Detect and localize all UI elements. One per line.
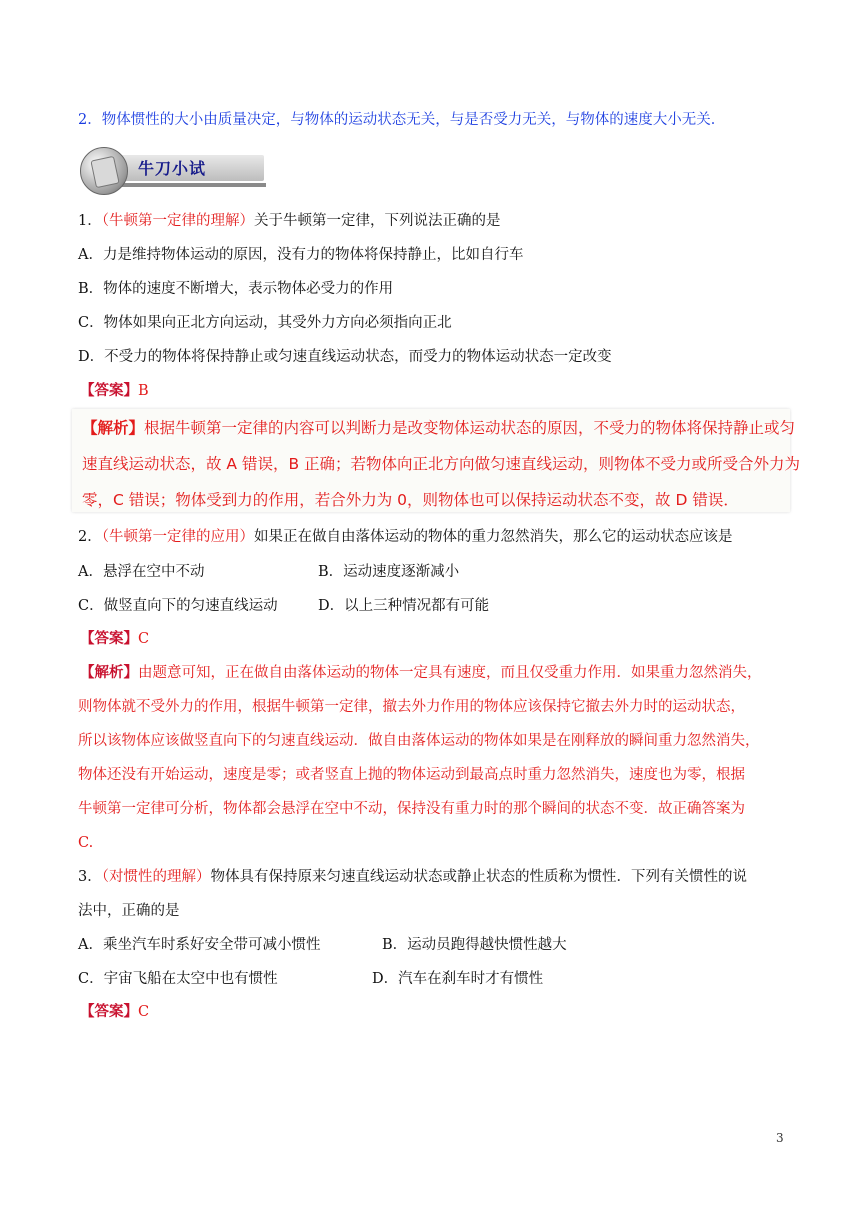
q3-option-c: C．宇宙飞船在太空中也有惯性 [78,971,278,987]
q1-analysis-line-2: 速直线运动状态，故 A 错误，B 正确；若物体向正北方向做匀速直线运动，则物体不受力或所受合外力为 [82,455,801,473]
q1-answer [80,381,149,401]
q3-answer-label: 【答案】 [80,1003,138,1020]
q1-analysis-tag: 【解析】 [82,419,145,437]
banner-title: 牛刀小试 [138,159,207,178]
q2-analysis-tag: 【解析】 [80,664,138,681]
q1-topic: （牛顿第一定律的理解） [101,213,254,229]
q3-stem-1: 物体具有保持原来匀速直线运动状态或静止状态的性质称为惯性．下列有关惯性的说 [210,869,747,885]
q1-analysis-line-3: 零，C 错误；物体受到力的作用，若合外力为 0，则物体也可以保持运动状态不变，故 D 错误． [82,491,739,509]
q2-analysis-line-6: C. [78,835,94,851]
page-number: 3 [776,1131,784,1145]
q2-analysis-line-4: 物体还没有开始运动，速度是零；或者竖直上抛的物体运动到最高点时重力忽然消失，速度也为零，根据 [78,767,745,783]
q1-analysis-line-1 [82,416,795,438]
q2-answer-label: 【答案】 [80,630,138,647]
q1-answer-value: B [138,383,149,399]
q1-answer-label: 【答案】 [80,382,138,399]
q1-number: 1． [78,213,102,229]
section-banner [80,147,266,195]
q2-analysis-text-1: 由题意可知，正在做自由落体运动的物体一定具有速度，而且仅受重力作用．如果重力忽然消失， [138,665,762,681]
q1-option-c: C．物体如果向正北方向运动，其受外力方向必须指向正北 [78,315,452,331]
q3-topic: （对惯性的理解） [101,869,211,885]
q1-option-d: D．不受力的物体将保持静止或匀速直线运动状态，而受力的物体运动状态一定改变 [78,349,612,365]
q2-topic: （牛顿第一定律的应用） [101,529,254,545]
q2-answer-value: C [138,631,150,647]
q2-analysis-line-2: 则物体就不受外力的作用，根据牛顿第一定律，撤去外力作用的物体应该保持它撤去外力时的运动状态， [78,699,745,715]
q2-option-b: B．运动速度逐渐减小 [318,564,460,580]
q3-number: 3． [78,869,102,885]
q3-option-a: A．乘坐汽车时系好安全带可减小惯性 [78,937,321,953]
q3-option-b: B．运动员跑得越快惯性越大 [382,937,567,953]
q2-answer [80,629,149,649]
q3-stem-line-2: 法中，正确的是 [78,903,180,919]
q3-option-d: D．汽车在刹车时才有惯性 [372,971,544,987]
q2-option-d: D．以上三种情况都有可能 [318,598,490,614]
q2-option-c: C．做竖直向下的匀速直线运动 [78,598,278,614]
q2-stem: 如果正在做自由落体运动的物体的重力忽然消失，那么它的运动状态应该是 [253,529,733,545]
q2-option-a: A．悬浮在空中不动 [78,564,205,580]
q2-analysis-line-3: 所以该物体应该做竖直向下的匀速直线运动．做自由落体运动的物体如果是在刚释放的瞬间重力忽然消失， [78,733,760,749]
q1-stem-line [78,211,500,231]
q1-analysis-text-1: 根据牛顿第一定律的内容可以判断力是改变物体运动状态的原因，不受力的物体将保持静止或匀 [144,419,796,437]
book-illustration-icon [80,147,128,195]
q2-analysis-line-5: 牛顿第一定律可分析，物体都会悬浮在空中不动，保持没有重力时的那个瞬间的状态不变．故正确答案为 [78,801,745,817]
q1-option-b: B．物体的速度不断增大，表示物体必受力的作用 [78,281,394,297]
q2-analysis-line-1 [80,663,762,683]
q3-stem-line-1 [78,867,747,887]
q1-option-a: A．力是维持物体运动的原因，没有力的物体将保持静止，比如自行车 [78,247,524,263]
q3-answer-value: C [138,1004,150,1020]
banner-underline [100,183,266,187]
q2-stem-line [78,527,732,547]
q2-number: 2． [78,529,102,545]
q1-stem: 关于牛顿第一定律，下列说法正确的是 [253,213,501,229]
q3-answer [80,1002,149,1022]
book-shape [90,156,119,188]
intro-point: 2．物体惯性的大小由质量决定，与物体的运动状态无关，与是否受力无关，与物体的速度大小无关． [78,112,726,128]
